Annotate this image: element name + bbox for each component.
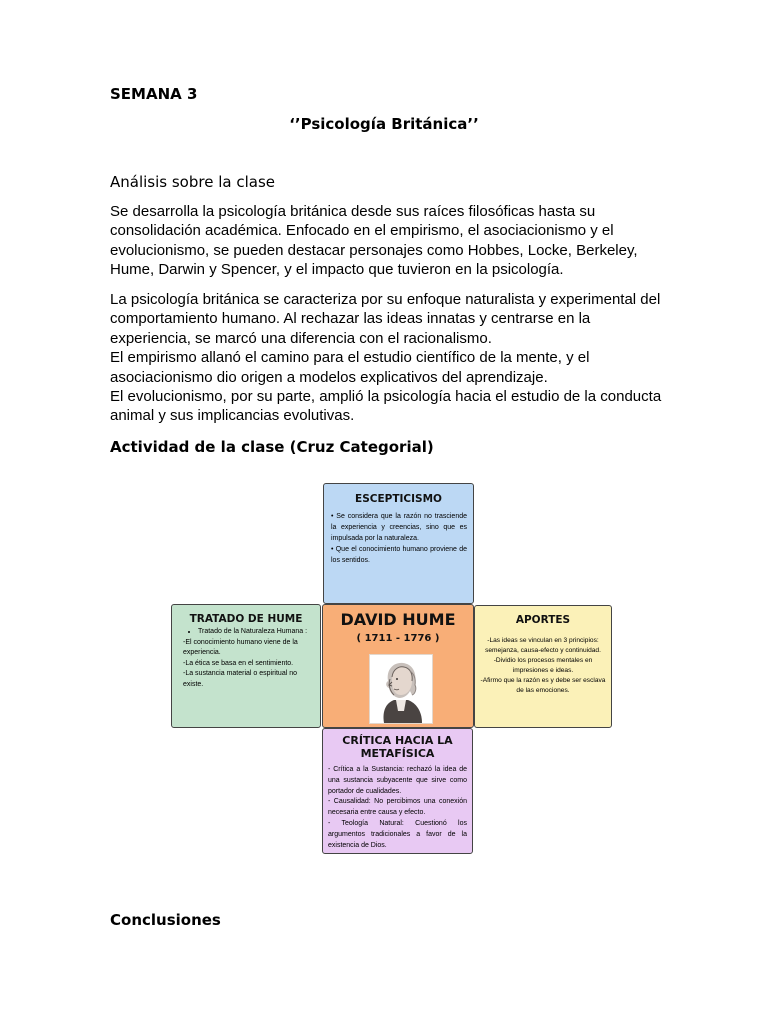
cross-top-line-1: • Se considera que la razón no trasciende la experiencia y creencias, sino que es impulsada por la naturaleza. <box>331 513 467 542</box>
cross-left-title: TRATADO DE HUME <box>189 613 303 625</box>
cross-center-david-hume <box>322 604 474 728</box>
activity-heading: Actividad de la clase (Cruz Categorial) <box>110 438 434 456</box>
cross-right-contributions <box>474 605 612 728</box>
conclusions-heading: Conclusiones <box>110 911 221 929</box>
cross-left-bullet: • Tratado de la Naturaleza Humana : <box>198 627 320 638</box>
cross-top-title: ESCEPTICISMO <box>355 493 442 505</box>
cross-left-treatise <box>171 604 321 728</box>
cross-bottom-metaphysics-critique <box>322 728 473 854</box>
cross-bottom-line-3: - Teología Natural: Cuestionó los argumentos tradicionales a favor de la existencia de Dios. <box>328 819 467 849</box>
cross-center-name: DAVID HUME <box>340 610 456 629</box>
cross-center-years: ( 1711 - 1776 ) <box>356 633 440 644</box>
cross-bottom-line-1: - Crítica a la Sustancia: rechazó la idea de una sustancia subyacente que sirve como portador de cualidades. <box>328 766 467 795</box>
cross-left-line-2: -La ética se basa en el sentimiento. <box>183 659 294 667</box>
cross-top-line-2: • Que el conocimiento humano proviene de los sentidos. <box>331 546 467 564</box>
portrait-icon <box>369 654 433 724</box>
analysis-paragraph-2: La psicología británica se caracteriza por su enfoque naturalista y experimental del comportamiento humano. Al rechazar las ideas innatas y centrarse en la experiencia, se marcó una diferencia con el racionalismo. El empirismo allanó el camino para el estudio científico de la mente, y el asociacionismo dio origen a modelos explicativos del aprendizaje. El evolucionismo, por su parte, amplió la psicología hacia el estudio de la conducta animal y sus implicancias evolutivas. <box>110 291 662 425</box>
week-label: SEMANA 3 <box>110 85 198 103</box>
cross-left-line-3: -La sustancia material o espiritual no existe. <box>183 670 298 688</box>
cross-bottom-line-2: - Causalidad: No percibimos una conexión necesaria entre causa y efecto. <box>328 798 467 817</box>
cross-right-line-3: -Afirmo que la razón es y debe ser esclava de las emociones. <box>480 677 606 694</box>
analysis-paragraph-1: Se desarrolla la psicología británica desde sus raíces filosóficas hasta su consolidación académica. Enfocado en el empirismo, el asociacionismo y el evolucionismo, se pueden destacar personajes como Hobbes, Locke, Berkeley, Hume, Darwin y Spencer, y el impacto que tuvieron en la psicología. <box>110 203 638 279</box>
cross-right-line-1: -Las ideas se vinculan en 3 principios: semejanza, causa-efecto y continuidad. <box>485 637 601 654</box>
analysis-subtitle: Análisis sobre la clase <box>110 173 275 191</box>
cross-left-line-1: -El conocimiento humano viene de la experiencia. <box>183 638 298 656</box>
document-title: ‘’Psicología Británica’’ <box>289 115 479 133</box>
cross-right-title: APORTES <box>515 614 571 626</box>
cross-top-skepticism <box>323 483 474 604</box>
cross-bottom-title: CRÍTICA HACIA LA METAFÍSICA <box>342 734 453 760</box>
cross-right-line-2: -Dividio los procesos mentales en impresiones e ideas. <box>493 657 593 674</box>
